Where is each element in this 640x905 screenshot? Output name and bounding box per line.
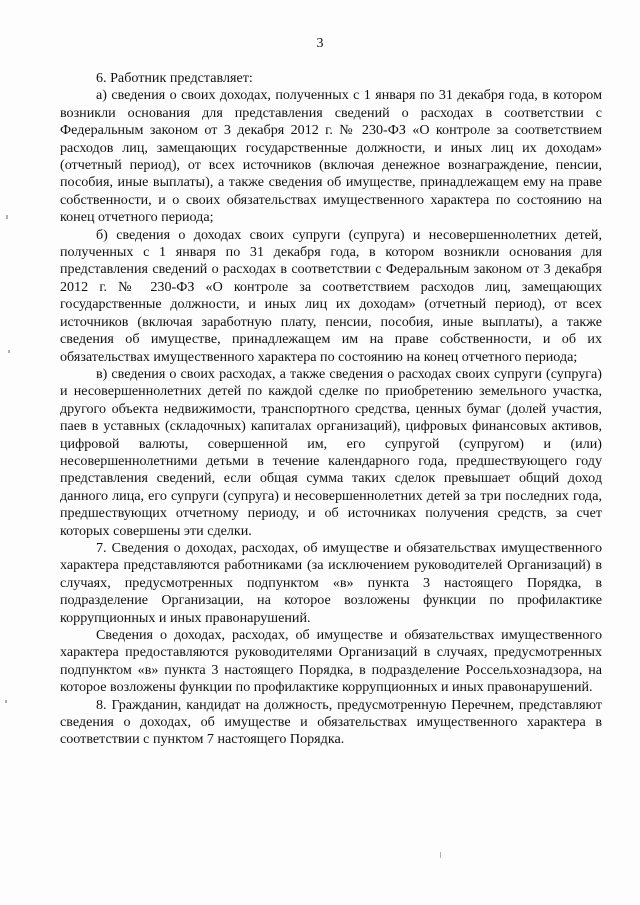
paragraph-6b: б) сведения о доходах своих супруги (супруга) и несовершеннолетних детей, полученных с 1 января по 31 декабря года, в котором возникли основания для представления сведений о расходах в соответствии с Федеральным законом от 3 декабря 2012 г. № 230-ФЗ «О контроле за соответствием расходов лиц, замещающих государственные должности, и иных лиц их доходам» (отчетный период), от всех источников (включая заработную плату, пенсии, пособия, иные выплаты), а также сведения об имуществе, принадлежащем им на праве собственности, и об их обязательствах имущественного характера по состоянию на конец отчетного периода; [60,226,602,365]
scan-artifact [8,350,10,353]
paragraph-7-continued: Сведения о доходах, расходах, об имуществе и обязательствах имущественного характера предоставляются руководителями Организаций в случаях, предусмотренных подпунктом «в» пункта 3 настоящего Порядка, в подразделение Россельхознадзора, на которое возложены функции по профилактике коррупционных и иных правонарушений. [60,627,602,696]
scan-artifact [5,700,7,703]
page-number: 3 [316,36,324,51]
paragraph-7: 7. Сведения о доходах, расходах, об имуществе и обязательствах имущественного характера представляются работниками (за исключением руководителей Организаций) в случаях, предусмотренных подпунктом «в» пункта 3 настоящего Порядка, в подразделение Организации, на которое возложены функции по профилактике коррупционных и иных правонарушений. [60,539,602,626]
paragraph-6a: а) сведения о своих доходах, полученных с 1 января по 31 декабря года, в котором возникли основания для представления сведений о расходах в соответствии с Федеральным законом от 3 декабря 2012 г. № 230-ФЗ «О контроле за соответствием расходов лиц, замещающих государственные должности, и иных лиц их доходам» (отчетный период), от всех источников (включая денежное вознаграждение, пенсии, пособия, иные выплаты), а также сведения об имуществе, принадлежащем ему на праве собственности, и о своих обязательствах имущественного характера по состоянию на конец отчетного периода; [60,87,602,226]
section-6-heading: 6. Работник представляет: [96,70,253,86]
scan-artifact [6,215,8,219]
paragraph-8: 8. Гражданин, кандидат на должность, предусмотренную Перечнем, представляют сведения о доходах, об имуществе и обязательствах имущественного характера в соответствии с пунктом 7 настоящего Порядка. [60,696,602,748]
document-body [60,70,602,749]
scan-artifact [440,852,441,858]
paragraph-6v: в) сведения о своих расходах, а также сведения о расходах своих супруги (супруга) и несовершеннолетних детей по каждой сделке по приобретению земельного участка, другого объекта недвижимости, транспортного средства, ценных бумаг (долей участия, паев в уставных (складочных) капиталах организаций), цифровых финансовых активов, цифровой валюты, совершенной им, его супругой (супругом) и (или) несовершеннолетними детьми в течение календарного года, предшествующего году представления сведений, если общая сумма таких сделок превышает общий доход данного лица, его супруги (супруга) и несовершеннолетних детей за три последних года, предшествующих отчетному периоду, и об источниках получения средств, за счет которых совершены эти сделки. [60,365,602,539]
